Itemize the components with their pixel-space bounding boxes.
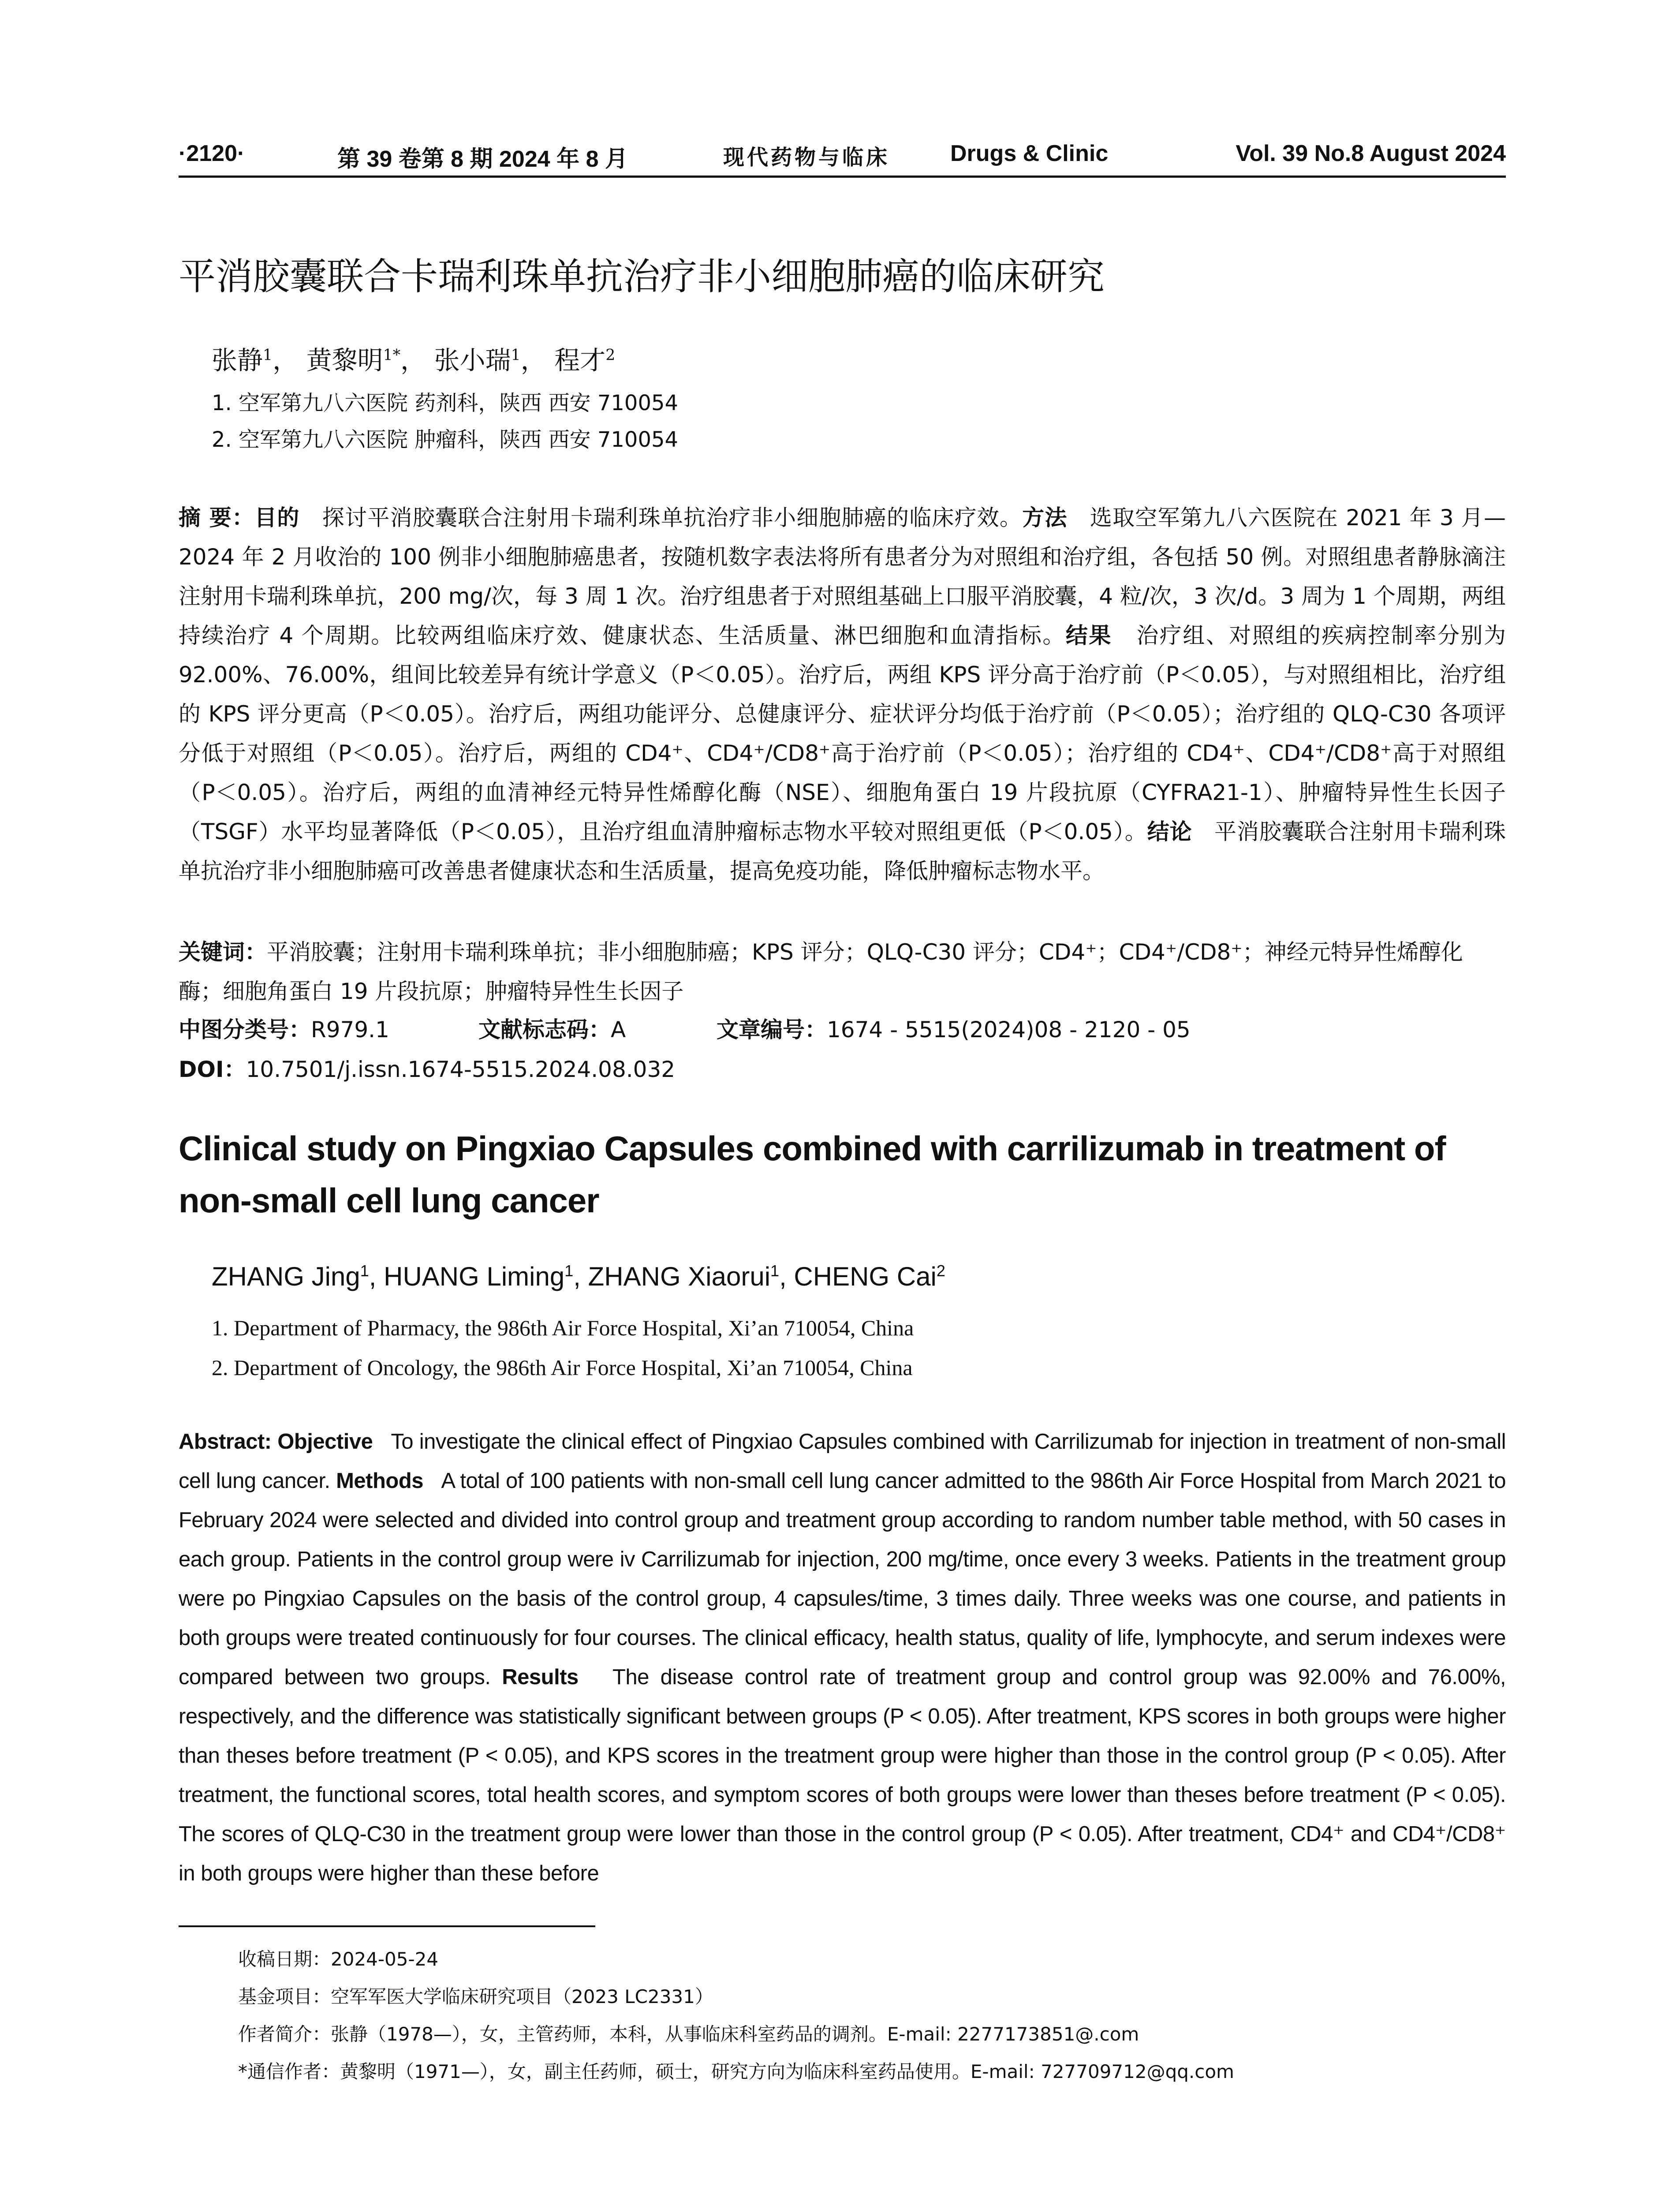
- keywords-cn: [179, 933, 1506, 1011]
- author-affiliation-mark: 1*: [383, 346, 401, 364]
- article-title-cn: 平消胶囊联合卡瑞利珠单抗治疗非小细胞肺癌的临床研究: [179, 255, 1105, 298]
- author-name: ZHANG Xiaorui: [588, 1262, 771, 1291]
- header-rule: [179, 176, 1506, 178]
- objective-label-en: Objective: [277, 1430, 373, 1454]
- results-label-en: Results: [502, 1665, 579, 1689]
- conclusion-text: 平消胶囊联合注射用卡瑞利珠单抗治疗非小细胞肺癌可改善患者健康状态和生活质量，提高免疫功能，降低肿瘤标志物水平。: [179, 819, 1506, 884]
- objective-text-en: To investigate the clinical effect of Pingxiao Capsules combined with Carrilizumab for injection in treatment of non-small cell lung cancer.: [179, 1430, 1506, 1493]
- abstract-cn: [179, 498, 1506, 891]
- author-affiliation-mark: 1: [564, 1262, 574, 1280]
- author-name: ZHANG Jing: [212, 1262, 360, 1291]
- objective-text: 探讨平消胶囊联合注射用卡瑞利珠单抗治疗非小细胞肺癌的临床疗效。: [322, 505, 1023, 531]
- methods-label: 方法: [1022, 505, 1068, 531]
- footnote-rule: [179, 1925, 595, 1927]
- journal-name-cn: 现代药物与临床: [723, 145, 890, 170]
- author-affiliation-mark: 1: [263, 346, 273, 364]
- author-affiliation-mark: 1: [360, 1262, 369, 1280]
- abstract-label-en: Abstract:: [179, 1430, 272, 1454]
- affiliation-cn: 2. 空军第九八六医院 肿瘤科，陕西 西安 710054: [212, 427, 679, 452]
- doi-value: 10.7501/j.issn.1674-5515.2024.08.032: [246, 1057, 676, 1082]
- conclusion-label: 结论: [1147, 819, 1192, 845]
- author-name: CHENG Cai: [794, 1262, 937, 1291]
- footnote-author-bio: 作者简介：张静（1978—），女，主管药师，本科，从事临床科室药品的调剂。E-mail: 2277173851@.com: [238, 2023, 1139, 2045]
- author-name: HUANG Liming: [384, 1262, 565, 1291]
- author-list-cn: 张静$^1$， 黄黎明$^{1*}$， 张小瑞$^1$， 程才$^2$: [212, 345, 616, 375]
- clc-label: 中图分类号：: [179, 1017, 311, 1043]
- footnote-funding: 基金项目：空军军医大学临床研究项目（2023 LC2331）: [238, 1986, 713, 2007]
- results-label: 结果: [1065, 623, 1112, 648]
- author-affiliation-mark: 1: [511, 346, 521, 364]
- volume-issue-cn: 第 39 卷第 8 期 2024 年 8 月: [337, 146, 628, 172]
- affiliation-cn: 1. 空军第九八六医院 药剂科，陕西 西安 710054: [212, 391, 679, 415]
- article-number-field: [717, 1012, 1191, 1047]
- article-number-value: 1674 - 5515(2024)08 - 2120 - 05: [827, 1017, 1191, 1043]
- author-list-en: ZHANG Jing$^1$, HUANG Liming$^1$, ZHANG Xiaorui$^1$, CHENG Cai$^2$: [212, 1262, 945, 1291]
- author-name: 黄黎明: [306, 345, 383, 375]
- results-text-en: The disease control rate of treatment group and control group was 92.00% and 76.00%, respectively, and the difference was statistically significant between groups (P < 0.05). After treatment, KPS scores in both groups were higher than theses before treatment (P < 0.05), and KPS scores in the treatment group were higher than those in the control group (P < 0.05). After treatment, the functional scores, total health scores, and symptom scores of both groups were lower than theses before treatment (P < 0.05). The scores of QLQ-C30 in the treatment group were lower than those in the control group (P < 0.05). After treatment, CD4⁺ and CD4⁺/CD8⁺ in both groups were higher than these before: [179, 1665, 1506, 1885]
- running-header: [179, 140, 1506, 176]
- abstract-en: [179, 1422, 1506, 1893]
- author-name: 程才: [554, 345, 606, 375]
- affiliation-en: 1. Department of Pharmacy, the 986th Air Force Hospital, Xi’an 710054, China: [212, 1316, 914, 1340]
- methods-text: 选取空军第九八六医院在 2021 年 3 月—2024 年 2 月收治的 100 例非小细胞肺癌患者，按随机数字表法将所有患者分为对照组和治疗组，各包括 50 例。对照组患者静脉滴注注射用卡瑞利珠单抗，200 mg/次，每 3 周 1 次。治疗组患者于对照组基础上口服平消胶囊，4 粒/次，3 次/d。3 周为 1 个周期，两组持续治疗 4 个周期。比较两组临床疗效、健康状态、生活质量、淋巴细胞和血清指标。: [179, 505, 1506, 648]
- author-name: 张静: [212, 345, 263, 375]
- footnote-corresponding: *通信作者：黄黎明（1971—），女，副主任药师，硕士，研究方向为临床科室药品使用。E-mail: 727709712@qq.com: [238, 2061, 1234, 2082]
- page-number: ·2120·: [179, 141, 245, 166]
- article-number-label: 文章编号：: [717, 1017, 827, 1043]
- clc-field: [179, 1012, 478, 1047]
- doi-label: DOI：: [179, 1057, 246, 1082]
- author-affiliation-mark: 2: [605, 346, 616, 364]
- methods-text-en: A total of 100 patients with non-small cell lung cancer admitted to the 986th Air Force Hospital from March 2021 to February 2024 were selected and divided into control group and treatment group according to random number table method, with 50 cases in each group. Patients in the control group were iv Carrilizumab for injection, 200 mg/time, once every 3 weeks. Patients in the treatment group were po Pingxiao Capsules on the basis of the control group, 4 capsules/time, 3 times daily. Three weeks was one course, and patients in both groups were treated continuously for four courses. The clinical efficacy, health status, quality of life, lymphocyte, and serum indexes were compared between two groups.: [179, 1469, 1506, 1689]
- abstract-label: 摘 要：: [179, 505, 255, 531]
- results-text: 治疗组、对照组的疾病控制率分别为 92.00%、76.00%，组间比较差异有统计学意义（P＜0.05）。治疗后，两组 KPS 评分高于治疗前（P＜0.05），与对照组相比，治疗组的 KPS 评分更高（P＜0.05）。治疗后，两组功能评分、总健康评分、症状评分均低于治疗前（P＜0.05）；治疗组的 QLQ-C30 各项评分低于对照组（P＜0.05）。治疗后，两组的 CD4⁺、CD4⁺/CD8⁺高于治疗前（P＜0.05）；治疗组的 CD4⁺、CD4⁺/CD8⁺高于对照组（P＜0.05）。治疗后，两组的血清神经元特异性烯醇化酶（NSE）、细胞角蛋白 19 片段抗原（CYFRA21-1）、肿瘤特异性生长因子（TSGF）水平均显著降低（P＜0.05），且治疗组血清肿瘤标志物水平较对照组更低（P＜0.05）。: [179, 623, 1506, 845]
- author-affiliation-mark: 1: [770, 1262, 780, 1280]
- journal-name-en: Drugs & Clinic: [950, 141, 1109, 166]
- doi-line: [179, 1052, 1506, 1087]
- methods-label-en: Methods: [336, 1469, 424, 1493]
- volume-issue-en: Vol. 39 No.8 August 2024: [1236, 141, 1506, 166]
- article-title-en: Clinical study on Pingxiao Capsules combined with carrilizumab in treatment of non-small cell lung cancer: [179, 1129, 1446, 1220]
- author-name: 张小瑞: [434, 345, 511, 375]
- footnote-received: 收稿日期：2024-05-24: [238, 1948, 439, 1970]
- doc-code-value: A: [611, 1017, 626, 1043]
- keywords-text: 平消胶囊；注射用卡瑞利珠单抗；非小细胞肺癌；KPS 评分；QLQ-C30 评分；CD4⁺；CD4⁺/CD8⁺；神经元特异性烯醇化酶；细胞角蛋白 19 片段抗原；肿瘤特异性生长因子: [179, 939, 1463, 1004]
- doc-code-label: 文献标志码：: [478, 1017, 611, 1043]
- clc-value: R979.1: [311, 1017, 389, 1043]
- author-affiliation-mark: 2: [936, 1262, 945, 1280]
- classification-line: [179, 1012, 1506, 1047]
- objective-label: 目的: [254, 505, 300, 531]
- keywords-label: 关键词：: [179, 939, 267, 965]
- doc-code-field: [478, 1012, 717, 1047]
- affiliation-en: 2. Department of Oncology, the 986th Air Force Hospital, Xi’an 710054, China: [212, 1355, 913, 1380]
